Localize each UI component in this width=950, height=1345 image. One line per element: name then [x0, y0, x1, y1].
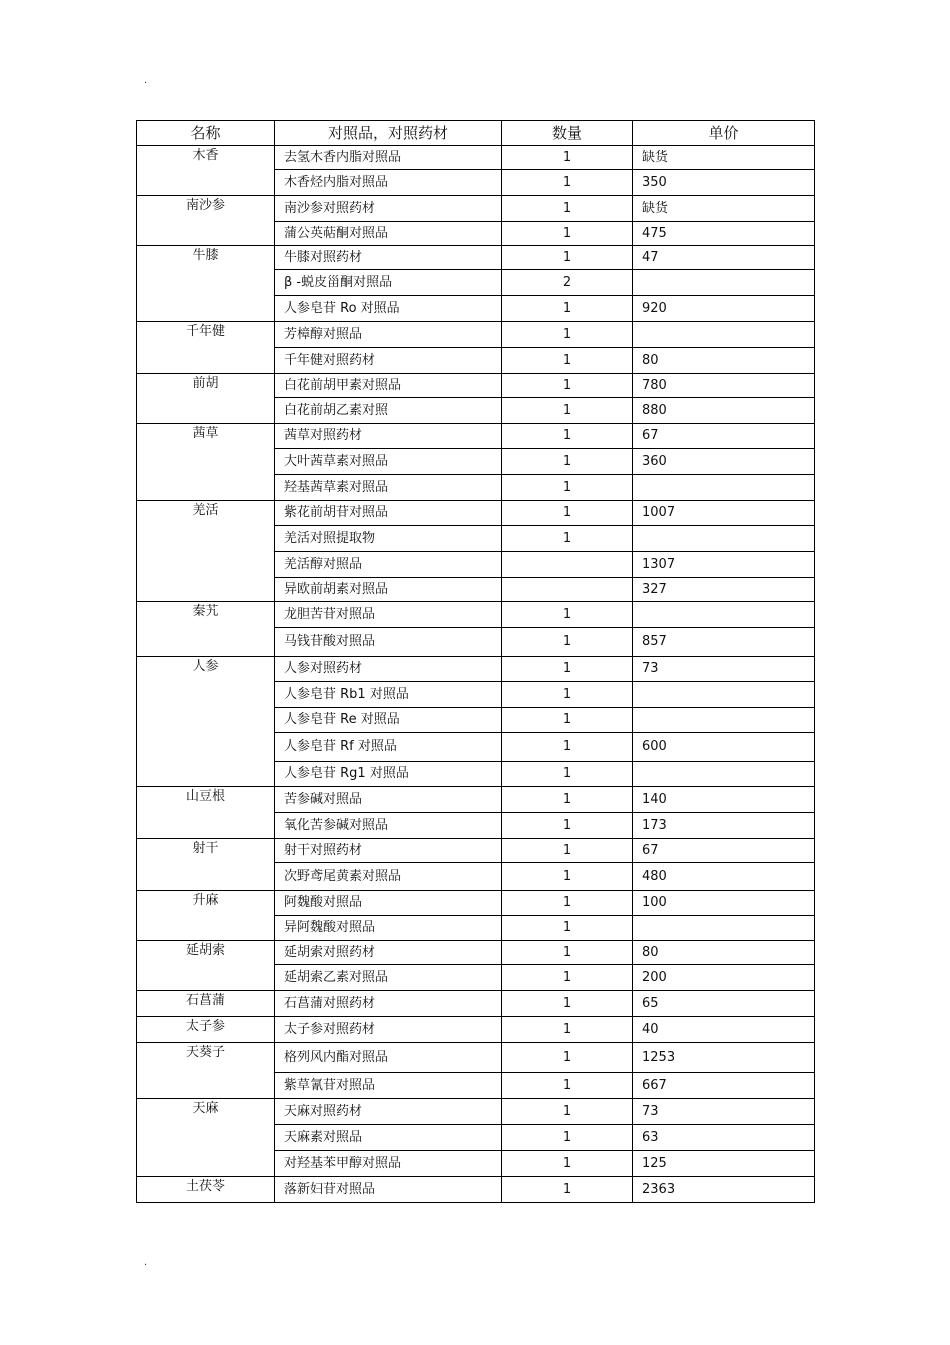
table-row [137, 991, 815, 1017]
reference-item-cell: 人参皂苷 Rb1 对照品 [275, 682, 502, 708]
unit-price-cell [633, 682, 815, 708]
table-body [137, 146, 815, 1203]
reference-item-cell: 羌活对照提取物 [275, 526, 502, 552]
quantity-cell: 1 [502, 222, 633, 246]
reference-item-cell: 人参皂苷 Rg1 对照品 [275, 762, 502, 787]
table-row [137, 839, 815, 863]
quantity-cell: 1 [502, 762, 633, 787]
quantity-cell: 1 [502, 602, 633, 628]
unit-price-cell: 880 [633, 398, 815, 424]
reference-item-cell: 射干对照药材 [275, 839, 502, 863]
reference-item-cell: 苦参碱对照品 [275, 787, 502, 813]
herb-name-cell: 人参 [137, 657, 275, 787]
reference-item-cell: 异欧前胡素对照品 [275, 578, 502, 602]
herb-name-cell: 羌活 [137, 501, 275, 602]
reference-item-cell: 牛膝对照药材 [275, 246, 502, 270]
unit-price-cell: 100 [633, 891, 815, 916]
table-row [137, 941, 815, 965]
unit-price-cell: 857 [633, 628, 815, 657]
quantity-cell: 2 [502, 270, 633, 296]
unit-price-cell: 65 [633, 991, 815, 1017]
quantity-cell: 1 [502, 322, 633, 348]
quantity-cell: 1 [502, 1099, 633, 1125]
table-row [137, 657, 815, 682]
unit-price-cell: 475 [633, 222, 815, 246]
table-row [137, 196, 815, 222]
unit-price-cell: 63 [633, 1125, 815, 1151]
quantity-cell: 1 [502, 1125, 633, 1151]
unit-price-cell [633, 602, 815, 628]
reference-item-cell: 阿魏酸对照品 [275, 891, 502, 916]
unit-price-cell [633, 526, 815, 552]
herb-name-cell: 天葵子 [137, 1043, 275, 1099]
page-top-mark: . [144, 75, 148, 86]
reference-item-cell: 天麻素对照品 [275, 1125, 502, 1151]
reference-item-cell: 蒲公英萜酮对照品 [275, 222, 502, 246]
herb-name-cell: 秦艽 [137, 602, 275, 657]
quantity-cell: 1 [502, 863, 633, 891]
unit-price-cell: 200 [633, 965, 815, 991]
herb-name-cell: 天麻 [137, 1099, 275, 1177]
reference-item-cell: 人参皂苷 Rf 对照品 [275, 733, 502, 762]
quantity-cell: 1 [502, 628, 633, 657]
herb-name-cell: 前胡 [137, 374, 275, 424]
herb-name-cell: 木香 [137, 146, 275, 196]
unit-price-cell: 667 [633, 1073, 815, 1099]
unit-price-cell [633, 916, 815, 941]
table-header [137, 121, 815, 146]
quantity-cell [502, 578, 633, 602]
unit-price-cell: 缺货 [633, 196, 815, 222]
quantity-cell: 1 [502, 1177, 633, 1203]
herb-name-cell: 射干 [137, 839, 275, 891]
unit-price-cell: 67 [633, 839, 815, 863]
table-row [137, 146, 815, 170]
reference-item-cell: 紫草氰苷对照品 [275, 1073, 502, 1099]
quantity-cell: 1 [502, 246, 633, 270]
reference-item-cell: β -蜕皮甾酮对照品 [275, 270, 502, 296]
unit-price-cell: 1307 [633, 552, 815, 578]
header-qty: 数量 [502, 121, 633, 146]
table-row [137, 1177, 815, 1203]
unit-price-cell [633, 708, 815, 733]
unit-price-cell [633, 270, 815, 296]
reference-item-cell: 马钱苷酸对照品 [275, 628, 502, 657]
quantity-cell: 1 [502, 424, 633, 449]
reference-item-cell: 木香烃内脂对照品 [275, 170, 502, 196]
quantity-cell: 1 [502, 1151, 633, 1177]
herb-name-cell: 千年健 [137, 322, 275, 374]
unit-price-cell: 73 [633, 657, 815, 682]
quantity-cell: 1 [502, 813, 633, 839]
quantity-cell: 1 [502, 501, 633, 526]
table-row [137, 602, 815, 628]
quantity-cell: 1 [502, 348, 633, 374]
quantity-cell: 1 [502, 146, 633, 170]
reference-item-cell: 人参皂苷 Re 对照品 [275, 708, 502, 733]
table-row [137, 424, 815, 449]
unit-price-cell: 47 [633, 246, 815, 270]
quantity-cell [502, 552, 633, 578]
header-name: 名称 [137, 121, 275, 146]
quantity-cell: 1 [502, 196, 633, 222]
unit-price-cell [633, 762, 815, 787]
quantity-cell: 1 [502, 296, 633, 322]
reference-standards-table [136, 120, 815, 1203]
quantity-cell: 1 [502, 991, 633, 1017]
unit-price-cell: 327 [633, 578, 815, 602]
reference-item-cell: 茜草对照药材 [275, 424, 502, 449]
table-row [137, 1099, 815, 1125]
quantity-cell: 1 [502, 965, 633, 991]
unit-price-cell: 920 [633, 296, 815, 322]
herb-name-cell: 石菖蒲 [137, 991, 275, 1017]
quantity-cell: 1 [502, 1043, 633, 1073]
reference-item-cell: 羌活醇对照品 [275, 552, 502, 578]
herb-name-cell: 山豆根 [137, 787, 275, 839]
header-price: 单价 [633, 121, 815, 146]
reference-item-cell: 白花前胡甲素对照品 [275, 374, 502, 398]
table-row [137, 787, 815, 813]
herb-name-cell: 牛膝 [137, 246, 275, 322]
unit-price-cell: 350 [633, 170, 815, 196]
unit-price-cell: 2363 [633, 1177, 815, 1203]
quantity-cell: 1 [502, 526, 633, 552]
reference-item-cell: 天麻对照药材 [275, 1099, 502, 1125]
unit-price-cell: 缺货 [633, 146, 815, 170]
reference-item-cell: 氧化苦参碱对照品 [275, 813, 502, 839]
reference-item-cell: 大叶茜草素对照品 [275, 449, 502, 475]
reference-item-cell: 羟基茜草素对照品 [275, 475, 502, 501]
reference-item-cell: 延胡索对照药材 [275, 941, 502, 965]
table-row [137, 1043, 815, 1073]
quantity-cell: 1 [502, 170, 633, 196]
unit-price-cell: 80 [633, 941, 815, 965]
unit-price-cell: 1007 [633, 501, 815, 526]
quantity-cell: 1 [502, 787, 633, 813]
reference-item-cell: 格列风内酯对照品 [275, 1043, 502, 1073]
table-row [137, 246, 815, 270]
quantity-cell: 1 [502, 941, 633, 965]
unit-price-cell: 140 [633, 787, 815, 813]
quantity-cell: 1 [502, 1017, 633, 1043]
unit-price-cell: 125 [633, 1151, 815, 1177]
unit-price-cell: 1253 [633, 1043, 815, 1073]
herb-name-cell: 茜草 [137, 424, 275, 501]
unit-price-cell: 360 [633, 449, 815, 475]
unit-price-cell: 40 [633, 1017, 815, 1043]
quantity-cell: 1 [502, 657, 633, 682]
quantity-cell: 1 [502, 916, 633, 941]
unit-price-cell: 480 [633, 863, 815, 891]
reference-item-cell: 人参对照药材 [275, 657, 502, 682]
unit-price-cell [633, 475, 815, 501]
reference-item-cell: 石菖蒲对照药材 [275, 991, 502, 1017]
quantity-cell: 1 [502, 891, 633, 916]
herb-name-cell: 升麻 [137, 891, 275, 941]
reference-item-cell: 芳樟醇对照品 [275, 322, 502, 348]
unit-price-cell: 600 [633, 733, 815, 762]
quantity-cell: 1 [502, 839, 633, 863]
quantity-cell: 1 [502, 398, 633, 424]
herb-name-cell: 土茯苓 [137, 1177, 275, 1203]
reference-item-cell: 紫花前胡苷对照品 [275, 501, 502, 526]
reference-item-cell: 龙胆苦苷对照品 [275, 602, 502, 628]
reference-item-cell: 落新妇苷对照品 [275, 1177, 502, 1203]
table-row [137, 1017, 815, 1043]
reference-item-cell: 白花前胡乙素对照 [275, 398, 502, 424]
table-row [137, 501, 815, 526]
page-bottom-mark: . [144, 1257, 148, 1268]
table-row [137, 374, 815, 398]
quantity-cell: 1 [502, 1073, 633, 1099]
quantity-cell: 1 [502, 708, 633, 733]
reference-item-cell: 延胡索乙素对照品 [275, 965, 502, 991]
reference-item-cell: 太子参对照药材 [275, 1017, 502, 1043]
reference-item-cell: 次野鸢尾黄素对照品 [275, 863, 502, 891]
unit-price-cell: 780 [633, 374, 815, 398]
reference-item-cell: 人参皂苷 Ro 对照品 [275, 296, 502, 322]
unit-price-cell: 73 [633, 1099, 815, 1125]
header-item: 对照品，对照药材 [275, 121, 502, 146]
reference-item-cell: 异阿魏酸对照品 [275, 916, 502, 941]
quantity-cell: 1 [502, 374, 633, 398]
unit-price-cell: 67 [633, 424, 815, 449]
unit-price-cell [633, 322, 815, 348]
reference-item-cell: 对羟基苯甲醇对照品 [275, 1151, 502, 1177]
quantity-cell: 1 [502, 449, 633, 475]
reference-item-cell: 去氢木香内脂对照品 [275, 146, 502, 170]
quantity-cell: 1 [502, 733, 633, 762]
quantity-cell: 1 [502, 682, 633, 708]
unit-price-cell: 173 [633, 813, 815, 839]
unit-price-cell: 80 [633, 348, 815, 374]
table-row [137, 322, 815, 348]
herb-name-cell: 南沙参 [137, 196, 275, 246]
reference-item-cell: 南沙参对照药材 [275, 196, 502, 222]
reference-item-cell: 千年健对照药材 [275, 348, 502, 374]
table-row [137, 891, 815, 916]
herb-name-cell: 延胡索 [137, 941, 275, 991]
herb-name-cell: 太子参 [137, 1017, 275, 1043]
header-row [137, 121, 815, 146]
quantity-cell: 1 [502, 475, 633, 501]
